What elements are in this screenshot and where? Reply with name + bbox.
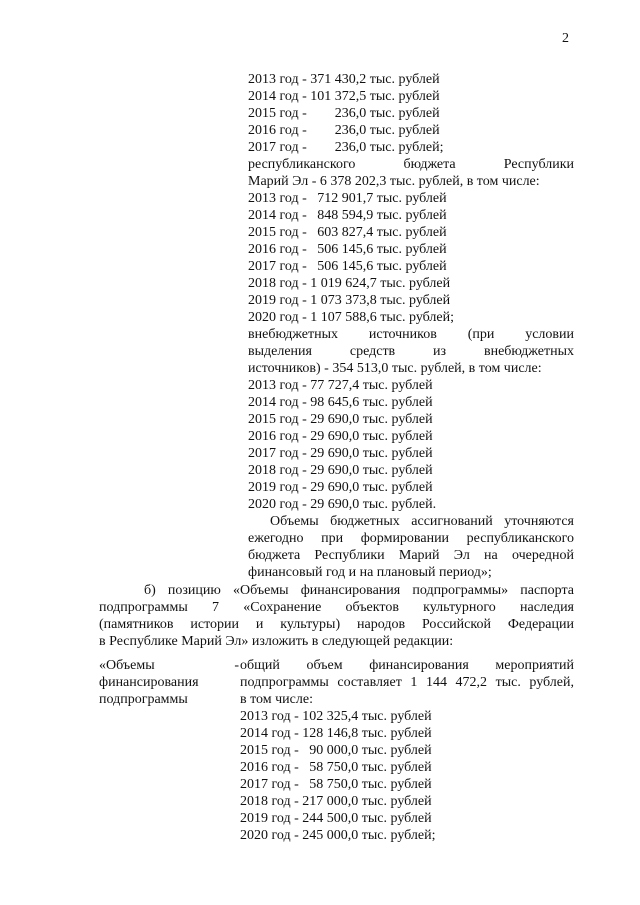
paragraph-line: б) позицию «Объемы финансирования подпрограммы» паспорта (144, 583, 574, 598)
funding-label (99, 657, 239, 708)
funding-list-top (248, 71, 574, 581)
list-line: 2014 год - 848 594,9 тыс. рублей (248, 208, 447, 223)
list-line: финансовый год и на плановый период»; (248, 565, 492, 580)
list-line: 2018 год - 1 019 624,7 тыс. рублей (248, 276, 451, 291)
list-line: 2017 год - 236,0 тыс. рублей; (248, 140, 444, 155)
label-line: «Объемы - (99, 658, 239, 673)
paragraph-line: в Республике Марий Эл» изложить в следующей редакции: (99, 634, 454, 649)
list-line: 2015 год - 603 827,4 тыс. рублей (248, 225, 447, 240)
list-line: 2019 год - 29 690,0 тыс. рублей (248, 480, 433, 495)
list-line: 2016 год - 236,0 тыс. рублей (248, 123, 440, 138)
value-line: 2016 год - 58 750,0 тыс. рублей (240, 760, 432, 775)
list-line: Марий Эл - 6 378 202,3 тыс. рублей, в том числе: (248, 174, 540, 189)
list-line: Объемы бюджетных ассигнований уточняются (270, 514, 574, 529)
list-line: внебюджетных источников (при условии (248, 327, 574, 342)
list-line: 2014 год - 98 645,6 тыс. рублей (248, 395, 433, 410)
list-line: выделения средств из внебюджетных (248, 344, 574, 359)
page-number: 2 (562, 31, 569, 46)
list-line: ежегодно при формировании республиканского (248, 531, 574, 546)
list-line: 2014 год - 101 372,5 тыс. рублей (248, 89, 440, 104)
list-line: 2013 год - 712 901,7 тыс. рублей (248, 191, 447, 206)
paragraph-line: подпрограммы 7 «Сохранение объектов культурного наследия (99, 600, 574, 615)
list-line: источников) - 354 513,0 тыс. рублей, в том числе: (248, 361, 542, 376)
list-line: 2019 год - 1 073 373,8 тыс. рублей (248, 293, 451, 308)
value-line: подпрограммы составляет 1 144 472,2 тыс. рублей, (240, 675, 574, 690)
value-line: 2018 год - 217 000,0 тыс. рублей (240, 794, 432, 809)
value-line: 2014 год - 128 146,8 тыс. рублей (240, 726, 432, 741)
list-line: 2013 год - 371 430,2 тыс. рублей (248, 72, 440, 87)
value-line: 2019 год - 244 500,0 тыс. рублей (240, 811, 432, 826)
list-line: 2015 год - 236,0 тыс. рублей (248, 106, 440, 121)
list-line: 2016 год - 29 690,0 тыс. рублей (248, 429, 433, 444)
list-line: 2015 год - 29 690,0 тыс. рублей (248, 412, 433, 427)
paragraph-b (99, 582, 574, 650)
label-line: финансирования (99, 675, 199, 690)
list-line: 2018 год - 29 690,0 тыс. рублей (248, 463, 433, 478)
value-line: 2020 год - 245 000,0 тыс. рублей; (240, 828, 436, 843)
value-line: общий объем финансирования мероприятий (240, 658, 574, 673)
value-line: 2017 год - 58 750,0 тыс. рублей (240, 777, 432, 792)
label-line: подпрограммы (99, 692, 188, 707)
list-line: 2016 год - 506 145,6 тыс. рублей (248, 242, 447, 257)
list-line: бюджета Республики Марий Эл на очередной (248, 548, 574, 563)
list-line: республиканского бюджета Республики (248, 157, 574, 172)
value-line: в том числе: (240, 692, 313, 707)
list-line: 2020 год - 29 690,0 тыс. рублей. (248, 497, 437, 512)
list-line: 2020 год - 1 107 588,6 тыс. рублей; (248, 310, 455, 325)
list-line: 2013 год - 77 727,4 тыс. рублей (248, 378, 433, 393)
value-line: 2015 год - 90 000,0 тыс. рублей (240, 743, 432, 758)
value-line: 2013 год - 102 325,4 тыс. рублей (240, 709, 432, 724)
list-line: 2017 год - 506 145,6 тыс. рублей (248, 259, 447, 274)
list-line: 2017 год - 29 690,0 тыс. рублей (248, 446, 433, 461)
funding-values (240, 657, 574, 844)
paragraph-line: (памятников истории и культуры) народов Российской Федерации (99, 617, 574, 632)
